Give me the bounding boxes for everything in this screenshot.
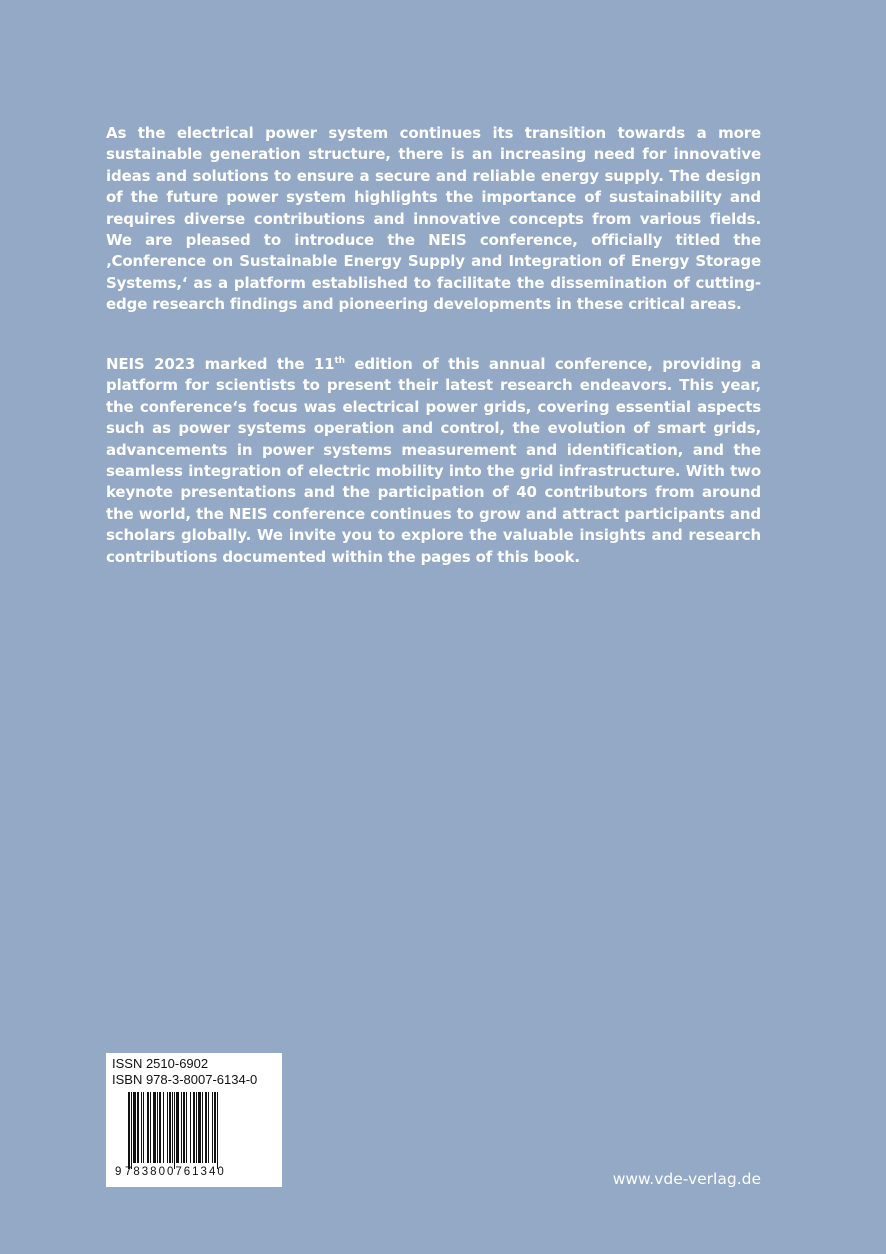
barcode-bar [137, 1092, 139, 1163]
barcode-bar [186, 1092, 187, 1163]
barcode-panel [106, 1053, 282, 1187]
barcode-bar [205, 1092, 207, 1163]
issn-label: ISSN 2510-6902 [112, 1056, 209, 1071]
barcode-bar [133, 1092, 136, 1163]
barcode-bar [128, 1092, 130, 1169]
ordinal-suffix: th [334, 356, 345, 366]
barcode-bar [157, 1092, 158, 1163]
barcode-bar [167, 1092, 168, 1163]
barcode-bar [150, 1092, 151, 1163]
isbn-label: ISBN 978-3-8007-6134-0 [112, 1072, 258, 1087]
barcode-bar [131, 1092, 132, 1169]
barcode-bar [172, 1092, 173, 1163]
barcode-bar [196, 1092, 197, 1163]
barcode-bar [181, 1092, 182, 1163]
barcode-bar [217, 1092, 218, 1169]
barcode-bar [147, 1092, 149, 1163]
barcode-bar [163, 1092, 164, 1163]
barcode-bar [183, 1092, 185, 1163]
barcode-bar [174, 1092, 175, 1169]
barcode-bar [198, 1092, 201, 1163]
conference-paragraph [106, 354, 761, 568]
barcode-bar [214, 1092, 216, 1163]
barcode-first-digit: 9 [115, 1166, 122, 1178]
intro-paragraph: As the electrical power system continues its transition towards a more sustainable generation structure, there is an increasing need for innovative ideas and solutions to ensure a secure and reliable energy supply. The design of the future power system highlights the importance of sustainability and requires diverse contributions and innovative concepts from various fields. We are pleased to introduce the NEIS conference, officially titled the ‚Conference on Sustainable Energy Supply and Integration of Energy Storage Systems,‘ as a platform established to facilitate the dissemination of cutting-edge research findings and pioneering developments in these critical areas. [106, 124, 761, 314]
barcode-bar [202, 1092, 203, 1163]
paragraph-2-lead: NEIS 2023 marked the 11 [106, 355, 335, 373]
paragraph-2-rest: edition of this annual conference, providing a platform for scientists to present their latest research endeavors. This year, the conference‘s focus was electrical power grids, covering essential aspects such as power systems operation and control, the evolution of smart grids, advancements in power systems measurement and identification, and the seamless integration of electric mobility into the grid infrastructure. With two keynote presentations and the participation of 40 contributors from around the world, the NEIS conference continues to grow and attract participants and scholars globally. We invite you to explore the valuable insights and research contributions documented within the pages of this book. [106, 355, 762, 566]
barcode-bar [208, 1092, 209, 1163]
barcode-bar [159, 1092, 161, 1163]
barcode-bar [212, 1092, 213, 1163]
barcode-bar [143, 1092, 144, 1163]
barcode-bar [153, 1092, 156, 1163]
barcode-bar [169, 1092, 171, 1163]
barcode-bar [176, 1092, 179, 1163]
publisher-url[interactable]: www.vde-verlag.de [612, 1170, 761, 1188]
barcode-digits: 783800761340 [125, 1166, 226, 1178]
barcode-bar [190, 1092, 191, 1163]
barcode-bar [141, 1092, 142, 1163]
barcode-bar [193, 1092, 195, 1163]
